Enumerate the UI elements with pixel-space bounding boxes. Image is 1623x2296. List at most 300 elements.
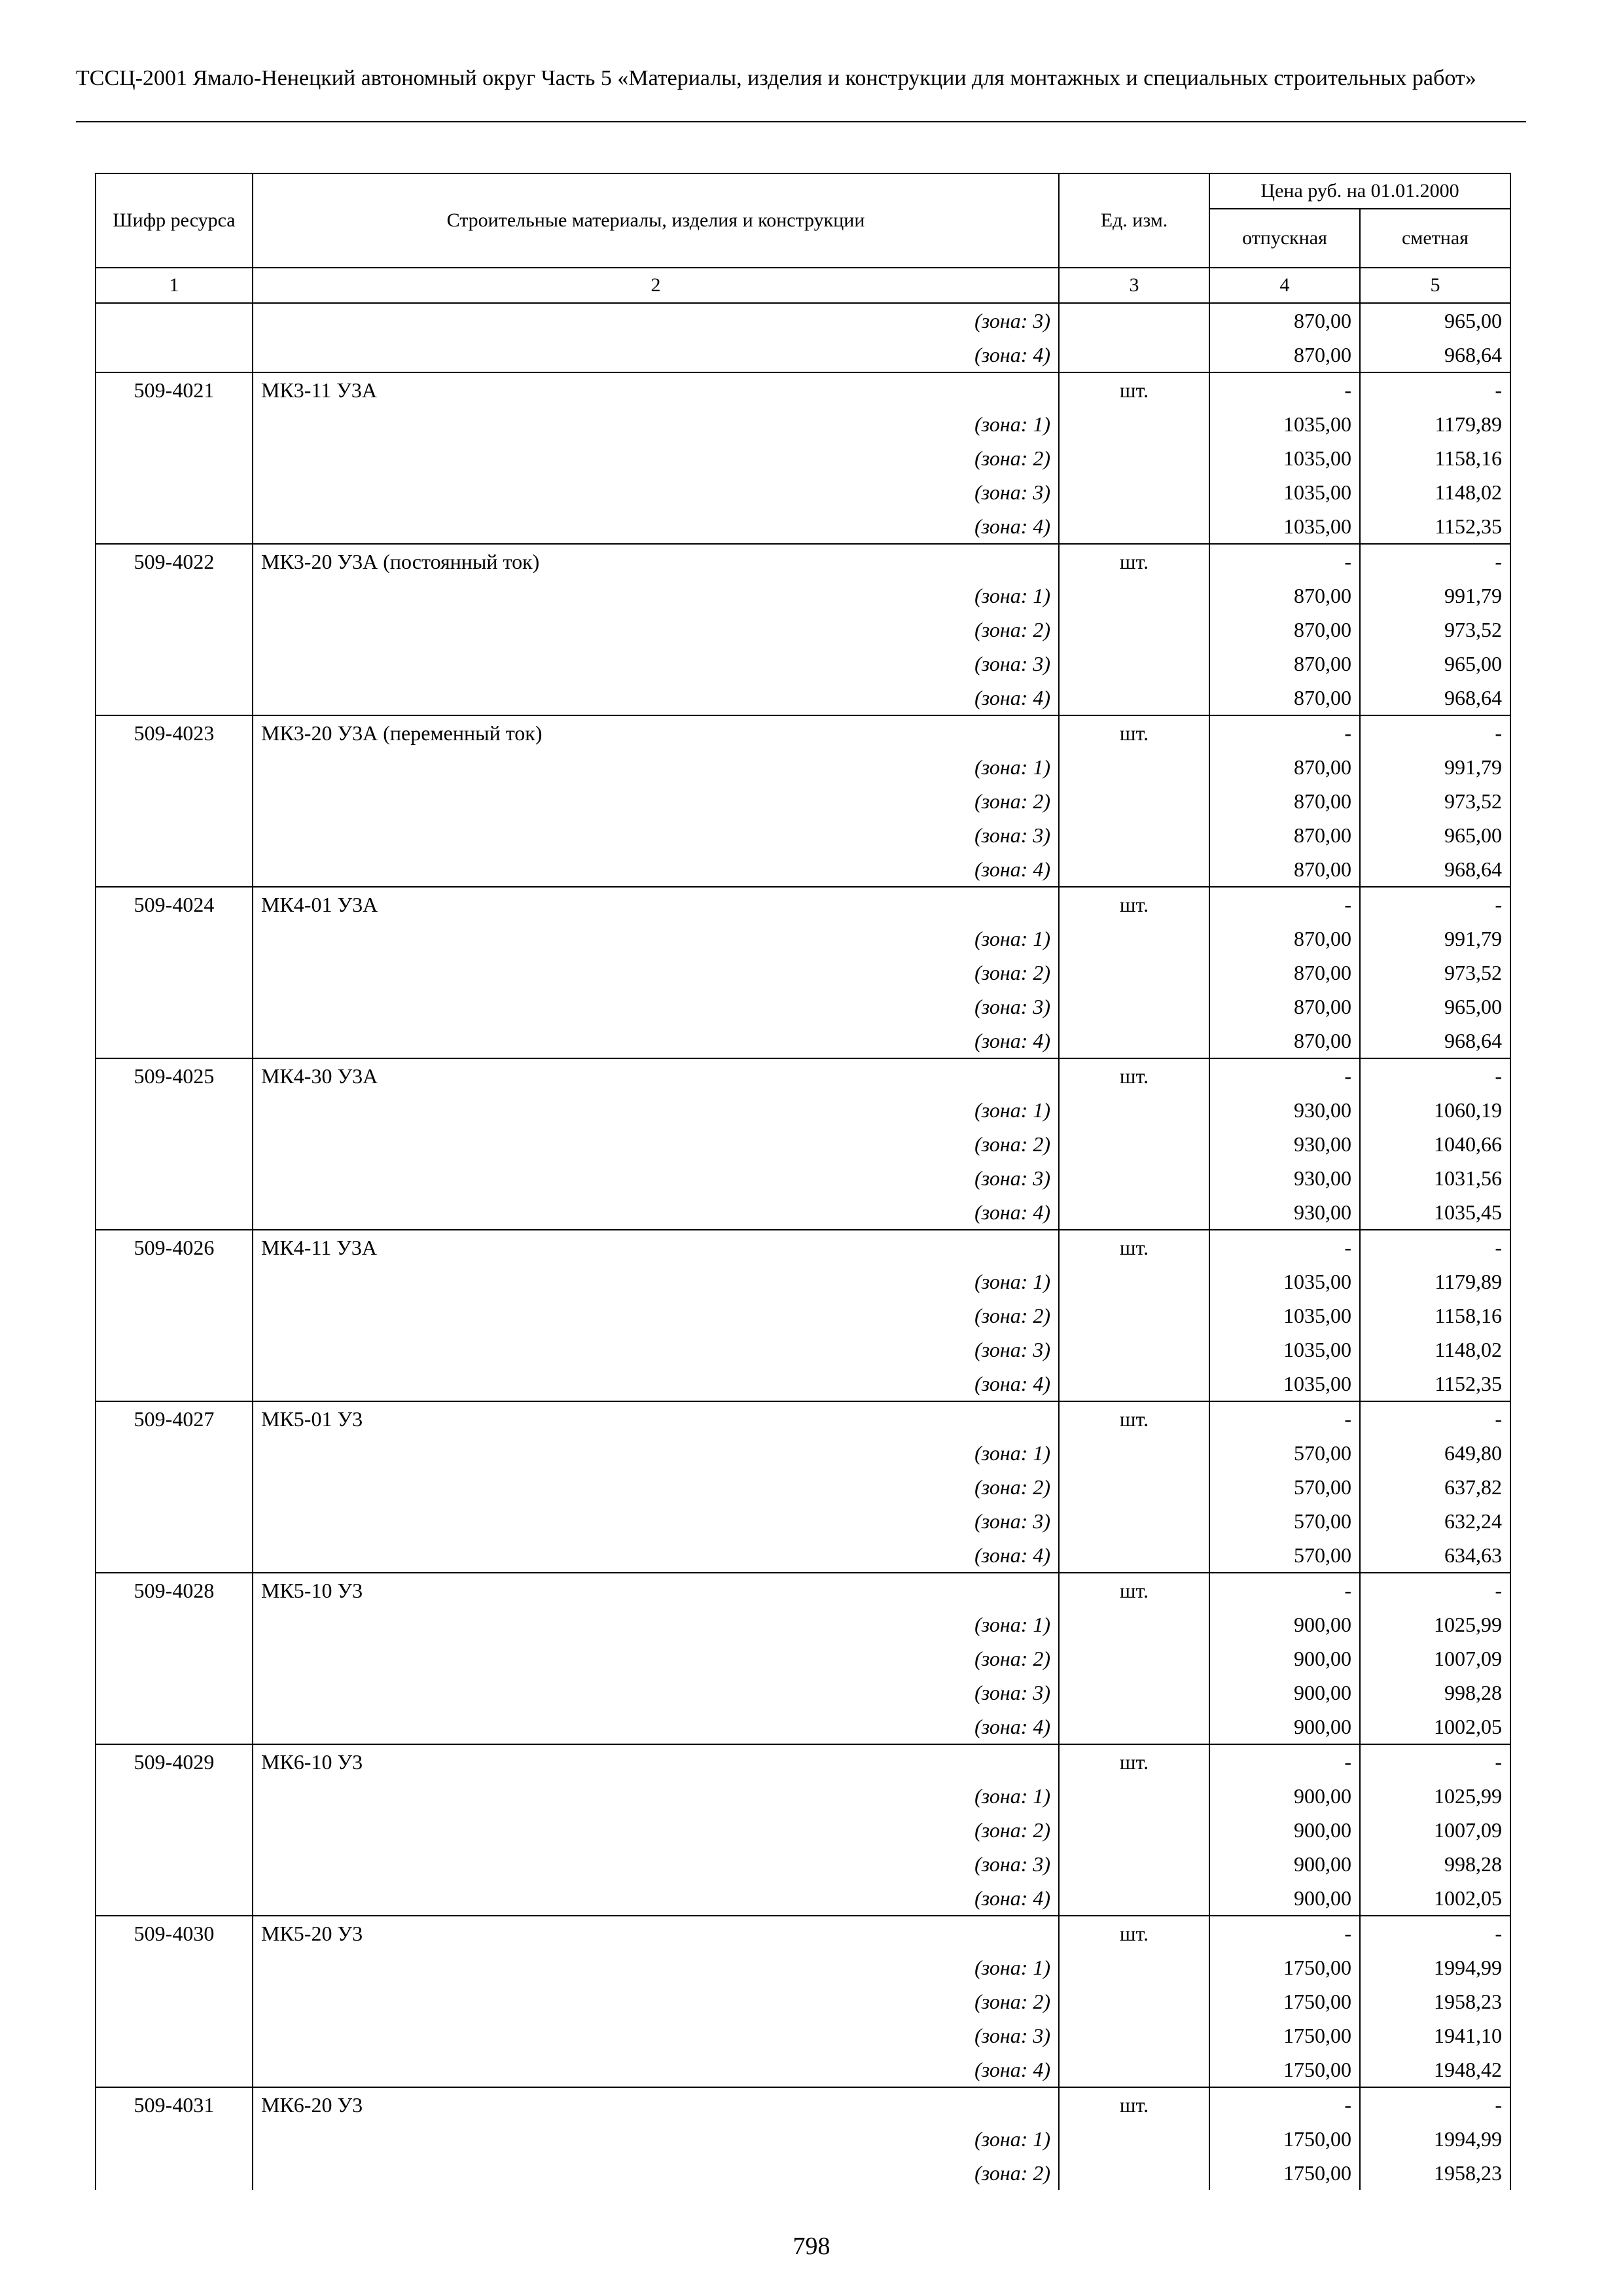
zone-row <box>96 1538 1510 1573</box>
zone-row <box>96 1093 1510 1127</box>
resource-name: МК5-01 У3 <box>253 1401 1059 1436</box>
zone-row <box>96 475 1510 509</box>
zone-label: (зона: 3) <box>253 303 1059 338</box>
code-cell <box>96 2122 253 2156</box>
zone-row <box>96 922 1510 956</box>
zone-row <box>96 2156 1510 2190</box>
resource-row <box>96 1916 1510 1950</box>
resource-code: 509-4028 <box>96 1573 253 1607</box>
estimate-price: - <box>1360 1230 1510 1265</box>
zone-label: (зона: 1) <box>253 922 1059 956</box>
release-price: 900,00 <box>1209 1847 1360 1881</box>
estimate-price: 998,28 <box>1360 1676 1510 1710</box>
code-cell <box>96 475 253 509</box>
zone-row <box>96 956 1510 990</box>
unit-cell <box>1059 303 1209 338</box>
column-number: 2 <box>253 268 1059 303</box>
zone-label: (зона: 1) <box>253 750 1059 784</box>
zone-row <box>96 338 1510 372</box>
release-price: 1750,00 <box>1209 2053 1360 2087</box>
zone-label: (зона: 3) <box>253 990 1059 1024</box>
zone-row <box>96 1950 1510 1984</box>
zone-row <box>96 990 1510 1024</box>
header-price-group: Цена руб. на 01.01.2000 <box>1209 173 1510 209</box>
code-cell <box>96 1813 253 1847</box>
zone-row <box>96 1607 1510 1641</box>
resource-code: 509-4026 <box>96 1230 253 1265</box>
unit-cell <box>1059 1641 1209 1676</box>
zone-row <box>96 1470 1510 1504</box>
zone-label: (зона: 2) <box>253 784 1059 818</box>
code-cell <box>96 750 253 784</box>
code-cell <box>96 1195 253 1230</box>
release-price: - <box>1209 1916 1360 1950</box>
zone-row <box>96 2018 1510 2053</box>
unit-cell <box>1059 1779 1209 1813</box>
zone-row <box>96 818 1510 852</box>
release-price: - <box>1209 887 1360 922</box>
estimate-price: 968,64 <box>1360 681 1510 715</box>
release-price: 1035,00 <box>1209 509 1360 544</box>
release-price: 870,00 <box>1209 784 1360 818</box>
unit-cell <box>1059 1367 1209 1401</box>
estimate-price: 991,79 <box>1360 579 1510 613</box>
zone-row <box>96 2053 1510 2087</box>
estimate-price: - <box>1360 1744 1510 1779</box>
release-price: 1035,00 <box>1209 1265 1360 1299</box>
zone-row <box>96 1195 1510 1230</box>
estimate-price: - <box>1360 1916 1510 1950</box>
unit-cell <box>1059 681 1209 715</box>
code-cell <box>96 1847 253 1881</box>
estimate-price: 634,63 <box>1360 1538 1510 1573</box>
code-cell <box>96 1093 253 1127</box>
zone-row <box>96 784 1510 818</box>
estimate-price: 1025,99 <box>1360 1779 1510 1813</box>
code-cell <box>96 1984 253 2018</box>
resource-unit: шт. <box>1059 1744 1209 1779</box>
zone-label: (зона: 1) <box>253 1607 1059 1641</box>
estimate-price: 1179,89 <box>1360 407 1510 441</box>
unit-cell <box>1059 1950 1209 1984</box>
zone-row <box>96 1676 1510 1710</box>
estimate-price: 973,52 <box>1360 956 1510 990</box>
estimate-price: 968,64 <box>1360 338 1510 372</box>
estimate-price: 1035,45 <box>1360 1195 1510 1230</box>
estimate-price: 968,64 <box>1360 852 1510 887</box>
code-cell <box>96 852 253 887</box>
unit-cell <box>1059 579 1209 613</box>
release-price: 1035,00 <box>1209 475 1360 509</box>
code-cell <box>96 1161 253 1195</box>
unit-cell <box>1059 1881 1209 1916</box>
estimate-price: 1152,35 <box>1360 1367 1510 1401</box>
unit-cell <box>1059 2018 1209 2053</box>
zone-row <box>96 1641 1510 1676</box>
estimate-price: 637,82 <box>1360 1470 1510 1504</box>
resource-unit: шт. <box>1059 372 1209 407</box>
release-price: 870,00 <box>1209 818 1360 852</box>
unit-cell <box>1059 2122 1209 2156</box>
resource-row <box>96 372 1510 407</box>
zone-label: (зона: 2) <box>253 1299 1059 1333</box>
zone-row <box>96 647 1510 681</box>
column-numbers-row <box>96 268 1510 303</box>
resource-name: МК3-11 У3А <box>253 372 1059 407</box>
zone-label: (зона: 2) <box>253 1127 1059 1161</box>
unit-cell <box>1059 2053 1209 2087</box>
unit-cell <box>1059 1195 1209 1230</box>
release-price: - <box>1209 715 1360 750</box>
release-price: 870,00 <box>1209 1024 1360 1058</box>
zone-label: (зона: 4) <box>253 681 1059 715</box>
resource-row <box>96 1230 1510 1265</box>
estimate-price: 1031,56 <box>1360 1161 1510 1195</box>
resource-row <box>96 1058 1510 1093</box>
zone-label: (зона: 4) <box>253 1195 1059 1230</box>
header-code: Шифр ресурса <box>96 173 253 268</box>
unit-cell <box>1059 1024 1209 1058</box>
estimate-price: - <box>1360 715 1510 750</box>
release-price: 870,00 <box>1209 922 1360 956</box>
estimate-price: 632,24 <box>1360 1504 1510 1538</box>
unit-cell <box>1059 1676 1209 1710</box>
release-price: 870,00 <box>1209 613 1360 647</box>
resource-name: МК5-10 У3 <box>253 1573 1059 1607</box>
zone-label: (зона: 1) <box>253 1265 1059 1299</box>
unit-cell <box>1059 613 1209 647</box>
zone-label: (зона: 2) <box>253 1984 1059 2018</box>
release-price: - <box>1209 372 1360 407</box>
estimate-price: 1025,99 <box>1360 1607 1510 1641</box>
resource-unit: шт. <box>1059 1401 1209 1436</box>
zone-row <box>96 1024 1510 1058</box>
code-cell <box>96 1710 253 1744</box>
resource-row <box>96 2087 1510 2122</box>
zone-label: (зона: 1) <box>253 2122 1059 2156</box>
unit-cell <box>1059 922 1209 956</box>
zone-label: (зона: 3) <box>253 647 1059 681</box>
release-price: 900,00 <box>1209 1710 1360 1744</box>
zone-row <box>96 1299 1510 1333</box>
resource-unit: шт. <box>1059 887 1209 922</box>
zone-row <box>96 303 1510 338</box>
release-price: 870,00 <box>1209 750 1360 784</box>
zone-row <box>96 681 1510 715</box>
release-price: 870,00 <box>1209 990 1360 1024</box>
unit-cell <box>1059 407 1209 441</box>
release-price: 1035,00 <box>1209 441 1360 475</box>
estimate-price: - <box>1360 372 1510 407</box>
code-cell <box>96 1950 253 1984</box>
zone-row <box>96 579 1510 613</box>
code-cell <box>96 1299 253 1333</box>
zone-label: (зона: 4) <box>253 338 1059 372</box>
estimate-price: 1148,02 <box>1360 475 1510 509</box>
resource-unit: шт. <box>1059 715 1209 750</box>
estimate-price: 1941,10 <box>1360 2018 1510 2053</box>
zone-label: (зона: 3) <box>253 475 1059 509</box>
estimate-price: 1002,05 <box>1360 1881 1510 1916</box>
resource-unit: шт. <box>1059 1916 1209 1950</box>
code-cell <box>96 509 253 544</box>
code-cell <box>96 1367 253 1401</box>
estimate-price: - <box>1360 1058 1510 1093</box>
zone-label: (зона: 3) <box>253 1504 1059 1538</box>
code-cell <box>96 1504 253 1538</box>
code-cell <box>96 1641 253 1676</box>
zone-label: (зона: 1) <box>253 1779 1059 1813</box>
release-price: 900,00 <box>1209 1779 1360 1813</box>
release-price: 870,00 <box>1209 681 1360 715</box>
estimate-price: 1158,16 <box>1360 1299 1510 1333</box>
unit-cell <box>1059 784 1209 818</box>
estimate-price: 1007,09 <box>1360 1641 1510 1676</box>
code-cell <box>96 2156 253 2190</box>
estimate-price: 991,79 <box>1360 750 1510 784</box>
zone-label: (зона: 2) <box>253 613 1059 647</box>
code-cell <box>96 338 253 372</box>
release-price: 930,00 <box>1209 1093 1360 1127</box>
table-body <box>96 303 1510 2190</box>
zone-label: (зона: 4) <box>253 1881 1059 1916</box>
estimate-price: 991,79 <box>1360 922 1510 956</box>
resource-unit: шт. <box>1059 2087 1209 2122</box>
release-price: - <box>1209 1401 1360 1436</box>
resource-unit: шт. <box>1059 1230 1209 1265</box>
zone-label: (зона: 2) <box>253 956 1059 990</box>
zone-label: (зона: 4) <box>253 1710 1059 1744</box>
code-cell <box>96 2053 253 2087</box>
estimate-price: 965,00 <box>1360 303 1510 338</box>
price-table <box>95 173 1511 2190</box>
release-price: 1035,00 <box>1209 1333 1360 1367</box>
release-price: 870,00 <box>1209 956 1360 990</box>
release-price: 1035,00 <box>1209 1367 1360 1401</box>
zone-label: (зона: 1) <box>253 1436 1059 1470</box>
code-cell <box>96 1333 253 1367</box>
unit-cell <box>1059 1847 1209 1881</box>
estimate-price: 973,52 <box>1360 784 1510 818</box>
resource-row <box>96 715 1510 750</box>
zone-row <box>96 1813 1510 1847</box>
estimate-price: - <box>1360 1573 1510 1607</box>
unit-cell <box>1059 1333 1209 1367</box>
estimate-price: 1158,16 <box>1360 441 1510 475</box>
zone-row <box>96 1367 1510 1401</box>
resource-code: 509-4027 <box>96 1401 253 1436</box>
release-price: 870,00 <box>1209 647 1360 681</box>
resource-name: МК4-11 У3А <box>253 1230 1059 1265</box>
resource-row <box>96 1401 1510 1436</box>
release-price: 930,00 <box>1209 1161 1360 1195</box>
zone-row <box>96 441 1510 475</box>
zone-label: (зона: 3) <box>253 1847 1059 1881</box>
estimate-price: 1179,89 <box>1360 1265 1510 1299</box>
column-number: 4 <box>1209 268 1360 303</box>
resource-unit: шт. <box>1059 1058 1209 1093</box>
resource-name: МК4-30 У3А <box>253 1058 1059 1093</box>
code-cell <box>96 1538 253 1573</box>
estimate-price: 1148,02 <box>1360 1333 1510 1367</box>
zone-row <box>96 1161 1510 1195</box>
header-name: Строительные материалы, изделия и конструкции <box>253 173 1059 268</box>
estimate-price: 973,52 <box>1360 613 1510 647</box>
code-cell <box>96 647 253 681</box>
zone-label: (зона: 1) <box>253 1950 1059 1984</box>
unit-cell <box>1059 1984 1209 2018</box>
estimate-price: - <box>1360 544 1510 579</box>
zone-row <box>96 1127 1510 1161</box>
code-cell <box>96 1607 253 1641</box>
release-price: - <box>1209 2087 1360 2122</box>
release-price: 1750,00 <box>1209 2018 1360 2053</box>
release-price: 870,00 <box>1209 338 1360 372</box>
estimate-price: 1040,66 <box>1360 1127 1510 1161</box>
estimate-price: 1948,42 <box>1360 2053 1510 2087</box>
release-price: 570,00 <box>1209 1436 1360 1470</box>
estimate-price: 1994,99 <box>1360 1950 1510 1984</box>
column-number: 3 <box>1059 268 1209 303</box>
release-price: - <box>1209 1230 1360 1265</box>
unit-cell <box>1059 1710 1209 1744</box>
code-cell <box>96 1436 253 1470</box>
release-price: - <box>1209 1573 1360 1607</box>
code-cell <box>96 1127 253 1161</box>
release-price: 1750,00 <box>1209 1950 1360 1984</box>
estimate-price: 1958,23 <box>1360 1984 1510 2018</box>
unit-cell <box>1059 1093 1209 1127</box>
code-cell <box>96 1881 253 1916</box>
zone-row <box>96 1984 1510 2018</box>
resource-code: 509-4029 <box>96 1744 253 1779</box>
estimate-price: 1994,99 <box>1360 2122 1510 2156</box>
zone-label: (зона: 3) <box>253 2018 1059 2053</box>
release-price: - <box>1209 1744 1360 1779</box>
estimate-price: 1060,19 <box>1360 1093 1510 1127</box>
zone-label: (зона: 3) <box>253 818 1059 852</box>
unit-cell <box>1059 1607 1209 1641</box>
resource-unit: шт. <box>1059 1573 1209 1607</box>
zone-label: (зона: 3) <box>253 1161 1059 1195</box>
resource-name: МК3-20 У3А (постоянный ток) <box>253 544 1059 579</box>
estimate-price: - <box>1360 1401 1510 1436</box>
release-price: 1035,00 <box>1209 1299 1360 1333</box>
zone-label: (зона: 2) <box>253 1641 1059 1676</box>
code-cell <box>96 681 253 715</box>
code-cell <box>96 441 253 475</box>
resource-name: МК6-20 У3 <box>253 2087 1059 2122</box>
zone-row <box>96 1436 1510 1470</box>
release-price: 900,00 <box>1209 1881 1360 1916</box>
release-price: 870,00 <box>1209 852 1360 887</box>
document-header: ТССЦ-2001 Ямало-Ненецкий автономный округ Часть 5 «Материалы, изделия и конструкции для монтажных и специальных строительных работ» <box>76 66 1476 90</box>
estimate-price: 998,28 <box>1360 1847 1510 1881</box>
header-rule <box>76 121 1526 122</box>
zone-label: (зона: 2) <box>253 1470 1059 1504</box>
header-release-price: отпускная <box>1209 209 1360 268</box>
code-cell <box>96 922 253 956</box>
release-price: 1035,00 <box>1209 407 1360 441</box>
unit-cell <box>1059 818 1209 852</box>
zone-label: (зона: 3) <box>253 1333 1059 1367</box>
resource-code: 509-4030 <box>96 1916 253 1950</box>
column-number: 5 <box>1360 268 1510 303</box>
zone-label: (зона: 2) <box>253 1813 1059 1847</box>
estimate-price: 1002,05 <box>1360 1710 1510 1744</box>
code-cell <box>96 579 253 613</box>
unit-cell <box>1059 2156 1209 2190</box>
zone-label: (зона: 2) <box>253 441 1059 475</box>
release-price: 570,00 <box>1209 1470 1360 1504</box>
unit-cell <box>1059 441 1209 475</box>
zone-label: (зона: 2) <box>253 2156 1059 2190</box>
unit-cell <box>1059 956 1209 990</box>
estimate-price: 968,64 <box>1360 1024 1510 1058</box>
release-price: 930,00 <box>1209 1127 1360 1161</box>
zone-row <box>96 1779 1510 1813</box>
resource-name: МК4-01 У3А <box>253 887 1059 922</box>
zone-label: (зона: 1) <box>253 1093 1059 1127</box>
zone-row <box>96 613 1510 647</box>
estimate-price: 1958,23 <box>1360 2156 1510 2190</box>
resource-code: 509-4021 <box>96 372 253 407</box>
unit-cell <box>1059 1538 1209 1573</box>
unit-cell <box>1059 1504 1209 1538</box>
zone-row <box>96 407 1510 441</box>
estimate-price: 1007,09 <box>1360 1813 1510 1847</box>
code-cell <box>96 818 253 852</box>
release-price: - <box>1209 544 1360 579</box>
zone-row <box>96 852 1510 887</box>
zone-row <box>96 1504 1510 1538</box>
unit-cell <box>1059 1470 1209 1504</box>
release-price: 870,00 <box>1209 303 1360 338</box>
estimate-price: - <box>1360 2087 1510 2122</box>
unit-cell <box>1059 1299 1209 1333</box>
zone-label: (зона: 4) <box>253 1024 1059 1058</box>
zone-label: (зона: 4) <box>253 2053 1059 2087</box>
release-price: 1750,00 <box>1209 2156 1360 2190</box>
zone-row <box>96 2122 1510 2156</box>
code-cell <box>96 1676 253 1710</box>
release-price: - <box>1209 1058 1360 1093</box>
unit-cell <box>1059 750 1209 784</box>
zone-row <box>96 1333 1510 1367</box>
resource-code: 509-4022 <box>96 544 253 579</box>
code-cell <box>96 990 253 1024</box>
resource-row <box>96 887 1510 922</box>
estimate-price: 649,80 <box>1360 1436 1510 1470</box>
code-cell <box>96 2018 253 2053</box>
zone-label: (зона: 4) <box>253 509 1059 544</box>
resource-code: 509-4023 <box>96 715 253 750</box>
resource-name: МК3-20 У3А (переменный ток) <box>253 715 1059 750</box>
release-price: 870,00 <box>1209 579 1360 613</box>
code-cell <box>96 1779 253 1813</box>
column-number: 1 <box>96 268 253 303</box>
zone-label: (зона: 4) <box>253 1367 1059 1401</box>
release-price: 930,00 <box>1209 1195 1360 1230</box>
release-price: 1750,00 <box>1209 2122 1360 2156</box>
unit-cell <box>1059 647 1209 681</box>
unit-cell <box>1059 1813 1209 1847</box>
header-unit: Ед. изм. <box>1059 173 1209 268</box>
release-price: 1750,00 <box>1209 1984 1360 2018</box>
zone-row <box>96 750 1510 784</box>
estimate-price: 965,00 <box>1360 818 1510 852</box>
unit-cell <box>1059 1127 1209 1161</box>
